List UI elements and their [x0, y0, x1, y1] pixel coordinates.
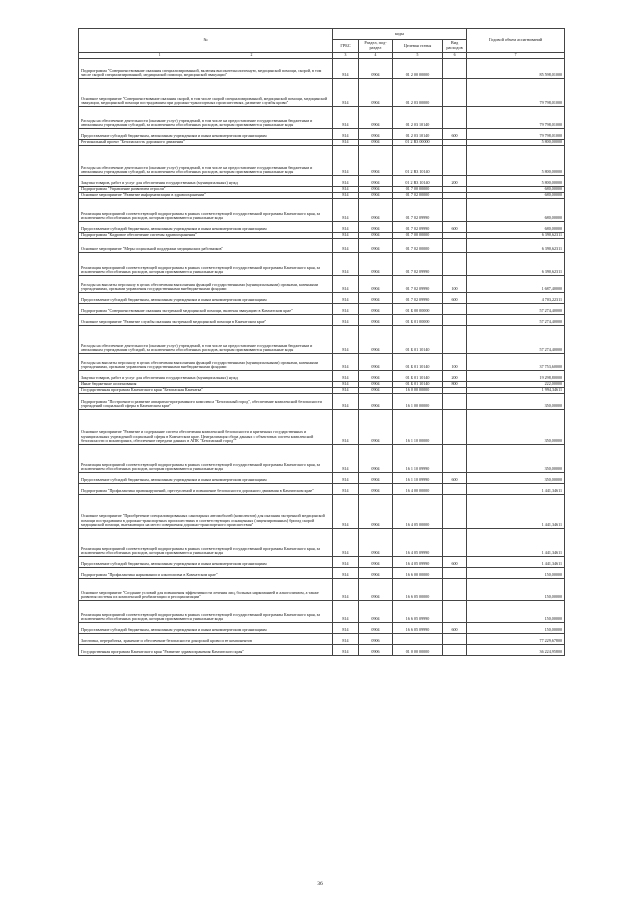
column-header-grbs: ГРБС [333, 40, 359, 53]
row-csr-cell: 16 4 05 09990 [393, 529, 443, 557]
row-grbs-cell: 814 [333, 233, 359, 239]
row-amount-cell: 150,00000 [467, 623, 565, 634]
row-razdel-cell: 0904 [359, 107, 393, 129]
row-vr-cell: 600 [443, 129, 467, 140]
row-csr-cell: 01 Б 01 10140 [393, 382, 443, 388]
row-amount-cell: 680,00000 [467, 199, 565, 222]
row-name-cell: Предоставление субсидий бюджетным, автономным учреждениям и иным некоммерческим организациям [79, 129, 333, 140]
row-razdel-cell: 0904 [359, 623, 393, 634]
table-header [79, 29, 565, 59]
row-csr-cell: 01 2 R3 10140 [393, 176, 443, 187]
row-amount-cell: 85 598,01000 [467, 59, 565, 79]
table-row [79, 354, 565, 371]
row-vr-cell [443, 304, 467, 315]
row-vr-cell: 600 [443, 293, 467, 304]
row-csr-cell: 01 0 00 00000 [393, 645, 443, 656]
row-amount-cell: 350,00000 [467, 394, 565, 410]
column-header-razdel: Раздел, под-раздел [359, 40, 393, 53]
row-grbs-cell: 814 [333, 140, 359, 146]
row-csr-cell: 16 1 10 00000 [393, 410, 443, 445]
row-razdel-cell: 0904 [359, 601, 393, 623]
row-amount-cell: 680,00000 [467, 222, 565, 233]
row-amount-cell: 79 798,01000 [467, 107, 565, 129]
row-name-cell: Предоставление субсидий бюджетным, автономным учреждениям и иным некоммерческим организациям [79, 623, 333, 634]
table-row [79, 253, 565, 276]
row-csr-cell: 01 7 02 09990 [393, 199, 443, 222]
row-name-cell: Реализация мероприятий соответствующей подпрограммы в рамках соответствующей государственной программы Камчатского края, за исключением обособленных расходов, которым присваиваются уникальные коды [79, 529, 333, 557]
column-header-vr: Вид расходов [443, 40, 467, 53]
table-row [79, 199, 565, 222]
row-razdel-cell: 0904 [359, 293, 393, 304]
row-razdel-cell: 0904 [359, 529, 393, 557]
row-vr-cell [443, 146, 467, 176]
row-amount-cell: 150,00000 [467, 601, 565, 623]
row-razdel-cell: 0904 [359, 222, 393, 233]
table-row [79, 59, 565, 79]
row-vr-cell: 600 [443, 473, 467, 484]
row-grbs-cell: 814 [333, 59, 359, 79]
row-csr-cell: 16 1 00 00000 [393, 394, 443, 410]
row-vr-cell [443, 410, 467, 445]
row-csr-cell: 16 4 05 00000 [393, 495, 443, 529]
table-row [79, 623, 565, 634]
row-grbs-cell: 814 [333, 107, 359, 129]
row-razdel-cell: 0904 [359, 59, 393, 79]
row-name-cell: Подпрограмма "Построение и развитие аппаратно-программного комплекса "Безопасный город", обеспечение комплексной безопасности учреждений социальной сферы в Камчатском крае" [79, 394, 333, 410]
row-razdel-cell: 0904 [359, 304, 393, 315]
row-amount-cell: 79 798,01000 [467, 79, 565, 107]
table-row [79, 315, 565, 326]
row-amount-cell: 150,00000 [467, 568, 565, 579]
row-name-cell: Основное мероприятие "Приобретение специализированных санитарных автомобилей (комплектов) для оказания экстренной медицинской помощи пострадавшим в дорожно-транспортных происшествиях в соответствующих оснащенных (лицензированных) бригад скорой медицинской помощи, выезжающих на место совершения дорожно-транспортного происшествия" [79, 495, 333, 529]
row-amount-cell: 57 274,40000 [467, 304, 565, 315]
row-razdel-cell: 0904 [359, 146, 393, 176]
row-vr-cell [443, 568, 467, 579]
row-csr-cell: 01 7 02 09990 [393, 222, 443, 233]
row-name-cell: Реализация мероприятий соответствующей подпрограммы в рамках соответствующей государственной программы Камчатского края, за исключением обособленных расходов, которым присваиваются уникальные коды [79, 445, 333, 473]
table-row [79, 146, 565, 176]
row-grbs-cell: 814 [333, 239, 359, 253]
row-amount-cell: 222,00000 [467, 382, 565, 388]
row-grbs-cell: 814 [333, 388, 359, 394]
row-grbs-cell: 814 [333, 129, 359, 140]
row-grbs-cell: 814 [333, 568, 359, 579]
row-grbs-cell: 814 [333, 371, 359, 382]
row-csr-cell: 16 6 05 09990 [393, 623, 443, 634]
row-razdel-cell: 0904 [359, 568, 393, 579]
row-grbs-cell: 814 [333, 473, 359, 484]
row-grbs-cell: 814 [333, 146, 359, 176]
row-name-cell: Подпрограмма "Совершенствование оказания экстренной медицинской помощи, включая эвакуацию в Камчатском крае" [79, 304, 333, 315]
row-name-cell: Предоставление субсидий бюджетным, автономным учреждениям и иным некоммерческим организациям [79, 293, 333, 304]
row-vr-cell [443, 315, 467, 326]
row-grbs-cell: 814 [333, 187, 359, 193]
row-csr-cell: 01 2 03 10140 [393, 107, 443, 129]
row-vr-cell [443, 445, 467, 473]
row-razdel-cell: 0904 [359, 315, 393, 326]
row-razdel-cell: 0904 [359, 233, 393, 239]
table-row [79, 645, 565, 656]
table-row [79, 410, 565, 445]
row-grbs-cell: 814 [333, 222, 359, 233]
row-razdel-cell: 0904 [359, 276, 393, 293]
row-vr-cell [443, 199, 467, 222]
row-vr-cell [443, 645, 467, 656]
row-razdel-cell: 0904 [359, 557, 393, 568]
row-amount-cell: 1 441,34611 [467, 557, 565, 568]
row-name-cell: Реализация мероприятий соответствующей подпрограммы в рамках соответствующей государственной программы Камчатского края, за исключением обособленных расходов, которым присваиваются уникальные коды [79, 199, 333, 222]
table-row [79, 304, 565, 315]
row-csr-cell: 16 6 05 00000 [393, 579, 443, 601]
row-name-cell: Реализация мероприятий соответствующей подпрограммы в рамках соответствующей государственной программы Камчатского края, за исключением обособленных расходов, которым присваиваются уникальные коды [79, 253, 333, 276]
row-razdel-cell: 0904 [359, 79, 393, 107]
row-csr-cell [393, 634, 443, 645]
row-name-cell: Государственная программа Камчатского края "Развитие здравоохранения Камчатского края" [79, 645, 333, 656]
row-grbs-cell: 814 [333, 193, 359, 199]
row-csr-cell: 01 2 R3 10140 [393, 146, 443, 176]
row-amount-cell: 6 390,62311 [467, 253, 565, 276]
row-grbs-cell: 814 [333, 645, 359, 656]
row-amount-cell: 1 441,34611 [467, 484, 565, 495]
row-grbs-cell: 814 [333, 557, 359, 568]
row-vr-cell [443, 529, 467, 557]
row-name-cell: Основное мероприятие "Меры социальной поддержки медицинских работников" [79, 239, 333, 253]
row-csr-cell: 01 2 00 00000 [393, 59, 443, 79]
row-grbs-cell: 814 [333, 382, 359, 388]
row-name-cell: Подпрограмма "Кадровое обеспечение системы здравоохранения" [79, 233, 333, 239]
column-number-7: 7 [467, 53, 565, 59]
row-grbs-cell: 814 [333, 315, 359, 326]
row-razdel-cell: 0904 [359, 199, 393, 222]
row-grbs-cell: 814 [333, 199, 359, 222]
row-csr-cell: 01 2 R3 00000 [393, 140, 443, 146]
row-grbs-cell: 814 [333, 634, 359, 645]
row-amount-cell: 5 800,00000 [467, 146, 565, 176]
row-vr-cell: 200 [443, 176, 467, 187]
row-name-cell: Предоставление субсидий бюджетным, автономным учреждениям и иным некоммерческим организациям [79, 473, 333, 484]
row-name-cell: Государственная программа Камчатского края "Безопасная Камчатка" [79, 388, 333, 394]
row-grbs-cell: 814 [333, 354, 359, 371]
row-amount-cell: 1 441,34611 [467, 529, 565, 557]
table-row [79, 107, 565, 129]
row-razdel-cell: 0904 [359, 579, 393, 601]
row-name-cell: Предоставление субсидий бюджетным, автономным учреждениям и иным некоммерческим организациям [79, 222, 333, 233]
row-csr-cell: 01 7 00 00000 [393, 187, 443, 193]
table-row [79, 79, 565, 107]
column-header-csr: Целевая статья [393, 40, 443, 53]
row-name-cell: Региональный проект "Безопасность дорожного движения" [79, 140, 333, 146]
row-razdel-cell: 0904 [359, 484, 393, 495]
row-name-cell: Расходы на выплаты персоналу в целях обеспечения выполнения функций государственными (муниципальными) органами, казенными учреждениями, органами управления государственными внебюджетными фондами [79, 276, 333, 293]
row-amount-cell: 350,00000 [467, 445, 565, 473]
row-name-cell: Подпрограмма "Профилактика наркомании и алкоголизма в Камчатском крае" [79, 568, 333, 579]
row-amount-cell: 350,00000 [467, 410, 565, 445]
row-vr-cell: 600 [443, 557, 467, 568]
row-grbs-cell: 814 [333, 326, 359, 354]
table-row [79, 222, 565, 233]
row-vr-cell [443, 59, 467, 79]
row-razdel-cell: 0904 [359, 382, 393, 388]
row-vr-cell [443, 253, 467, 276]
table-row [79, 634, 565, 645]
row-amount-cell: 79 798,01000 [467, 129, 565, 140]
row-csr-cell: 01 7 02 00000 [393, 239, 443, 253]
row-csr-cell: 16 0 00 00000 [393, 388, 443, 394]
row-grbs-cell: 814 [333, 394, 359, 410]
row-grbs-cell: 814 [333, 293, 359, 304]
row-name-cell: Закупка товаров, работ и услуг для обеспечения государственных (муниципальных) нужд [79, 176, 333, 187]
row-razdel-cell: 0904 [359, 326, 393, 354]
row-name-cell: Расходы на обеспечение деятельности (оказание услуг) учреждений, в том числе на предоставление государственным бюджетным и автономным учреждениям субсидий, за исключением обособленных расходов, которым присваиваются уникальные коды [79, 107, 333, 129]
row-vr-cell [443, 579, 467, 601]
column-header-total: Годовой объем ассигнований [467, 29, 565, 53]
row-amount-cell: 37 753,60000 [467, 354, 565, 371]
row-vr-cell: 100 [443, 276, 467, 293]
row-csr-cell: 16 4 00 00000 [393, 484, 443, 495]
row-amount-cell: 5 800,00000 [467, 140, 565, 146]
row-grbs-cell: 814 [333, 253, 359, 276]
row-csr-cell: 16 1 10 09990 [393, 445, 443, 473]
column-header-number: № [79, 29, 333, 53]
row-vr-cell: 600 [443, 222, 467, 233]
row-grbs-cell: 814 [333, 445, 359, 473]
row-csr-cell: 01 2 03 00000 [393, 79, 443, 107]
row-amount-cell: 1 687,40000 [467, 276, 565, 293]
row-name-cell: Реализация мероприятий соответствующей подпрограммы в рамках соответствующей государственной программы Камчатского края, за исключением обособленных расходов, которым присваиваются уникальные коды [79, 601, 333, 623]
row-vr-cell [443, 601, 467, 623]
row-amount-cell: 36 224,95800 [467, 645, 565, 656]
row-vr-cell [443, 394, 467, 410]
row-razdel-cell: 0904 [359, 176, 393, 187]
table-row [79, 293, 565, 304]
row-vr-cell: 600 [443, 623, 467, 634]
row-amount-cell: 680,00000 [467, 187, 565, 193]
row-razdel-cell: 0904 [359, 354, 393, 371]
row-grbs-cell: 814 [333, 276, 359, 293]
row-name-cell: Основное мероприятие "Создание условий для повышения эффективности лечения лиц, больных наркоманией и алкоголизмом, а также развития системы их комплексной реабилитации и ресоциализации" [79, 579, 333, 601]
row-amount-cell: 680,00000 [467, 193, 565, 199]
column-number-1: 1 [158, 53, 161, 58]
table-row [79, 326, 565, 354]
row-vr-cell [443, 634, 467, 645]
row-razdel-cell: 0904 [359, 187, 393, 193]
row-csr-cell: 01 7 02 09990 [393, 293, 443, 304]
row-name-cell: Основное мероприятие "Развитие службы оказания экстренной медицинской помощи в Камчатском крае" [79, 315, 333, 326]
column-number-3: 3 [333, 53, 359, 59]
row-razdel-cell: 0904 [359, 388, 393, 394]
row-csr-cell: 01 2 03 10140 [393, 129, 443, 140]
row-amount-cell: 6 390,62311 [467, 239, 565, 253]
page-number: 36 [317, 881, 323, 887]
row-name-cell: Предоставление субсидий бюджетным, автономным учреждениям и иным некоммерческим организациям [79, 557, 333, 568]
budget-allocation-table [78, 28, 565, 656]
row-razdel-cell: 0904 [359, 129, 393, 140]
row-razdel-cell: 0904 [359, 394, 393, 410]
row-vr-cell: 800 [443, 382, 467, 388]
row-grbs-cell: 814 [333, 495, 359, 529]
row-csr-cell: 01 Б 00 00000 [393, 304, 443, 315]
row-razdel-cell: 0904 [359, 140, 393, 146]
row-grbs-cell: 814 [333, 304, 359, 315]
row-vr-cell [443, 239, 467, 253]
row-amount-cell: 1 994,34611 [467, 388, 565, 394]
row-amount-cell: 77 229,67800 [467, 634, 565, 645]
row-amount-cell: 57 274,40000 [467, 315, 565, 326]
table-row [79, 579, 565, 601]
column-number-4: 4 [359, 53, 393, 59]
column-number-2-label: 2 [250, 53, 253, 58]
row-grbs-cell: 814 [333, 529, 359, 557]
row-razdel-cell: 0904 [359, 253, 393, 276]
row-razdel-cell: 0904 [359, 445, 393, 473]
row-amount-cell: 350,00000 [467, 473, 565, 484]
row-vr-cell: 100 [443, 354, 467, 371]
row-amount-cell: 1 441,34611 [467, 495, 565, 529]
row-razdel-cell: 0906 [359, 645, 393, 656]
row-csr-cell: 16 6 00 00000 [393, 568, 443, 579]
table-row [79, 529, 565, 557]
row-name-cell: Заготовка, переработка, хранение и обеспечение безопасности донорской крови и ее компонентов [79, 634, 333, 645]
row-amount-cell: 19 298,80000 [467, 371, 565, 382]
row-amount-cell: 6 390,62311 [467, 233, 565, 239]
row-name-cell: Подпрограмма "Совершенствование оказания специализированной, включая высокотехнологичную, медицинской помощи, скорой, в том числе скорой специализированной, медицинской помощи, медицинской эвакуации" [79, 59, 333, 79]
table-row [79, 129, 565, 140]
row-csr-cell: 01 7 02 09990 [393, 276, 443, 293]
row-csr-cell: 01 Б 01 10140 [393, 354, 443, 371]
table-row [79, 601, 565, 623]
row-vr-cell [443, 484, 467, 495]
row-name-cell: Иные бюджетные ассигнования [79, 382, 333, 388]
table-row [79, 276, 565, 293]
row-csr-cell: 16 6 05 09990 [393, 601, 443, 623]
row-razdel-cell: 0906 [359, 634, 393, 645]
row-csr-cell: 16 1 10 09990 [393, 473, 443, 484]
column-number-6: 6 [443, 53, 467, 59]
column-number-5: 5 [393, 53, 443, 59]
row-name-cell: Основное мероприятие "Развитие и содержание систем обеспечения комплексной безопасности и критичных государственных и муниципальных учреждений социальной сферы в Камчатском крае. Централизация сбора данных с объектовых систем комплексной безопасности и мониторинга, обеспечение передачи данных в АПК "Безопасный город"" [79, 410, 333, 445]
row-csr-cell: 01 7 00 00000 [393, 233, 443, 239]
row-vr-cell [443, 495, 467, 529]
row-vr-cell [443, 79, 467, 107]
row-amount-cell: 5 800,00000 [467, 176, 565, 187]
row-razdel-cell: 0904 [359, 473, 393, 484]
row-grbs-cell: 814 [333, 176, 359, 187]
table-row [79, 568, 565, 579]
row-csr-cell: 01 7 02 09990 [393, 253, 443, 276]
row-csr-cell: 16 4 05 09990 [393, 557, 443, 568]
row-razdel-cell: 0904 [359, 495, 393, 529]
row-grbs-cell: 814 [333, 601, 359, 623]
row-amount-cell: 150,00000 [467, 579, 565, 601]
row-grbs-cell: 814 [333, 79, 359, 107]
table-row [79, 445, 565, 473]
table-row [79, 371, 565, 382]
row-name-cell: Основное мероприятие "Развитие информатизации в здравоохранении" [79, 193, 333, 199]
row-amount-cell: 4 703,22311 [467, 293, 565, 304]
row-razdel-cell: 0904 [359, 410, 393, 445]
table-row [79, 394, 565, 410]
table-row [79, 484, 565, 495]
row-csr-cell: 01 7 02 00000 [393, 193, 443, 199]
row-name-cell: Расходы на обеспечение деятельности (оказание услуг) учреждений, в том числе на предоставление государственным бюджетным и автономным учреждениям субсидий, за исключением обособленных расходов, которым присваиваются уникальные коды [79, 326, 333, 354]
row-grbs-cell: 814 [333, 579, 359, 601]
row-vr-cell [443, 107, 467, 129]
row-razdel-cell: 0904 [359, 371, 393, 382]
row-csr-cell: 01 Б 01 00000 [393, 315, 443, 326]
table-row [79, 473, 565, 484]
row-razdel-cell: 0904 [359, 193, 393, 199]
row-amount-cell: 57 274,40000 [467, 326, 565, 354]
table-row [79, 495, 565, 529]
row-grbs-cell: 814 [333, 484, 359, 495]
row-name-cell: Закупка товаров, работ и услуг для обеспечения государственных (муниципальных) нужд [79, 371, 333, 382]
row-vr-cell: 200 [443, 371, 467, 382]
budget-table-sheet [78, 28, 564, 656]
row-razdel-cell: 0904 [359, 239, 393, 253]
row-grbs-cell: 814 [333, 623, 359, 634]
row-name-cell: Расходы на выплаты персоналу в целях обеспечения выполнения функций государственными (муниципальными) органами, казенными учреждениями, органами управления государственными внебюджетными фондами [79, 354, 333, 371]
column-header-codes: коды [333, 29, 467, 40]
row-grbs-cell: 814 [333, 410, 359, 445]
table-row [79, 176, 565, 187]
row-name-cell: Основное мероприятие "Совершенствование оказания скорой, в том числе скорой специализированной, медицинской помощи, медицинской эвакуации, медицинской помощи пострадавшим при дорожно-транспортных происшествиях, развитие службы крови" [79, 79, 333, 107]
row-name-cell: Подпрограмма "Управление развитием отрасли" [79, 187, 333, 193]
row-name-cell: Подпрограмма "Профилактика правонарушений, преступлений и повышение безопасности дорожного движения в Камчатском крае" [79, 484, 333, 495]
row-vr-cell [443, 326, 467, 354]
row-name-cell: Расходы на обеспечение деятельности (оказание услуг) учреждений, в том числе на предоставление государственным бюджетным и автономным учреждениям субсидий, за исключением обособленных расходов, которым присваиваются уникальные коды [79, 146, 333, 176]
table-body [79, 59, 565, 656]
table-row [79, 239, 565, 253]
table-row [79, 557, 565, 568]
row-csr-cell: 01 Б 01 10140 [393, 326, 443, 354]
row-csr-cell: 01 Б 01 10140 [393, 371, 443, 382]
